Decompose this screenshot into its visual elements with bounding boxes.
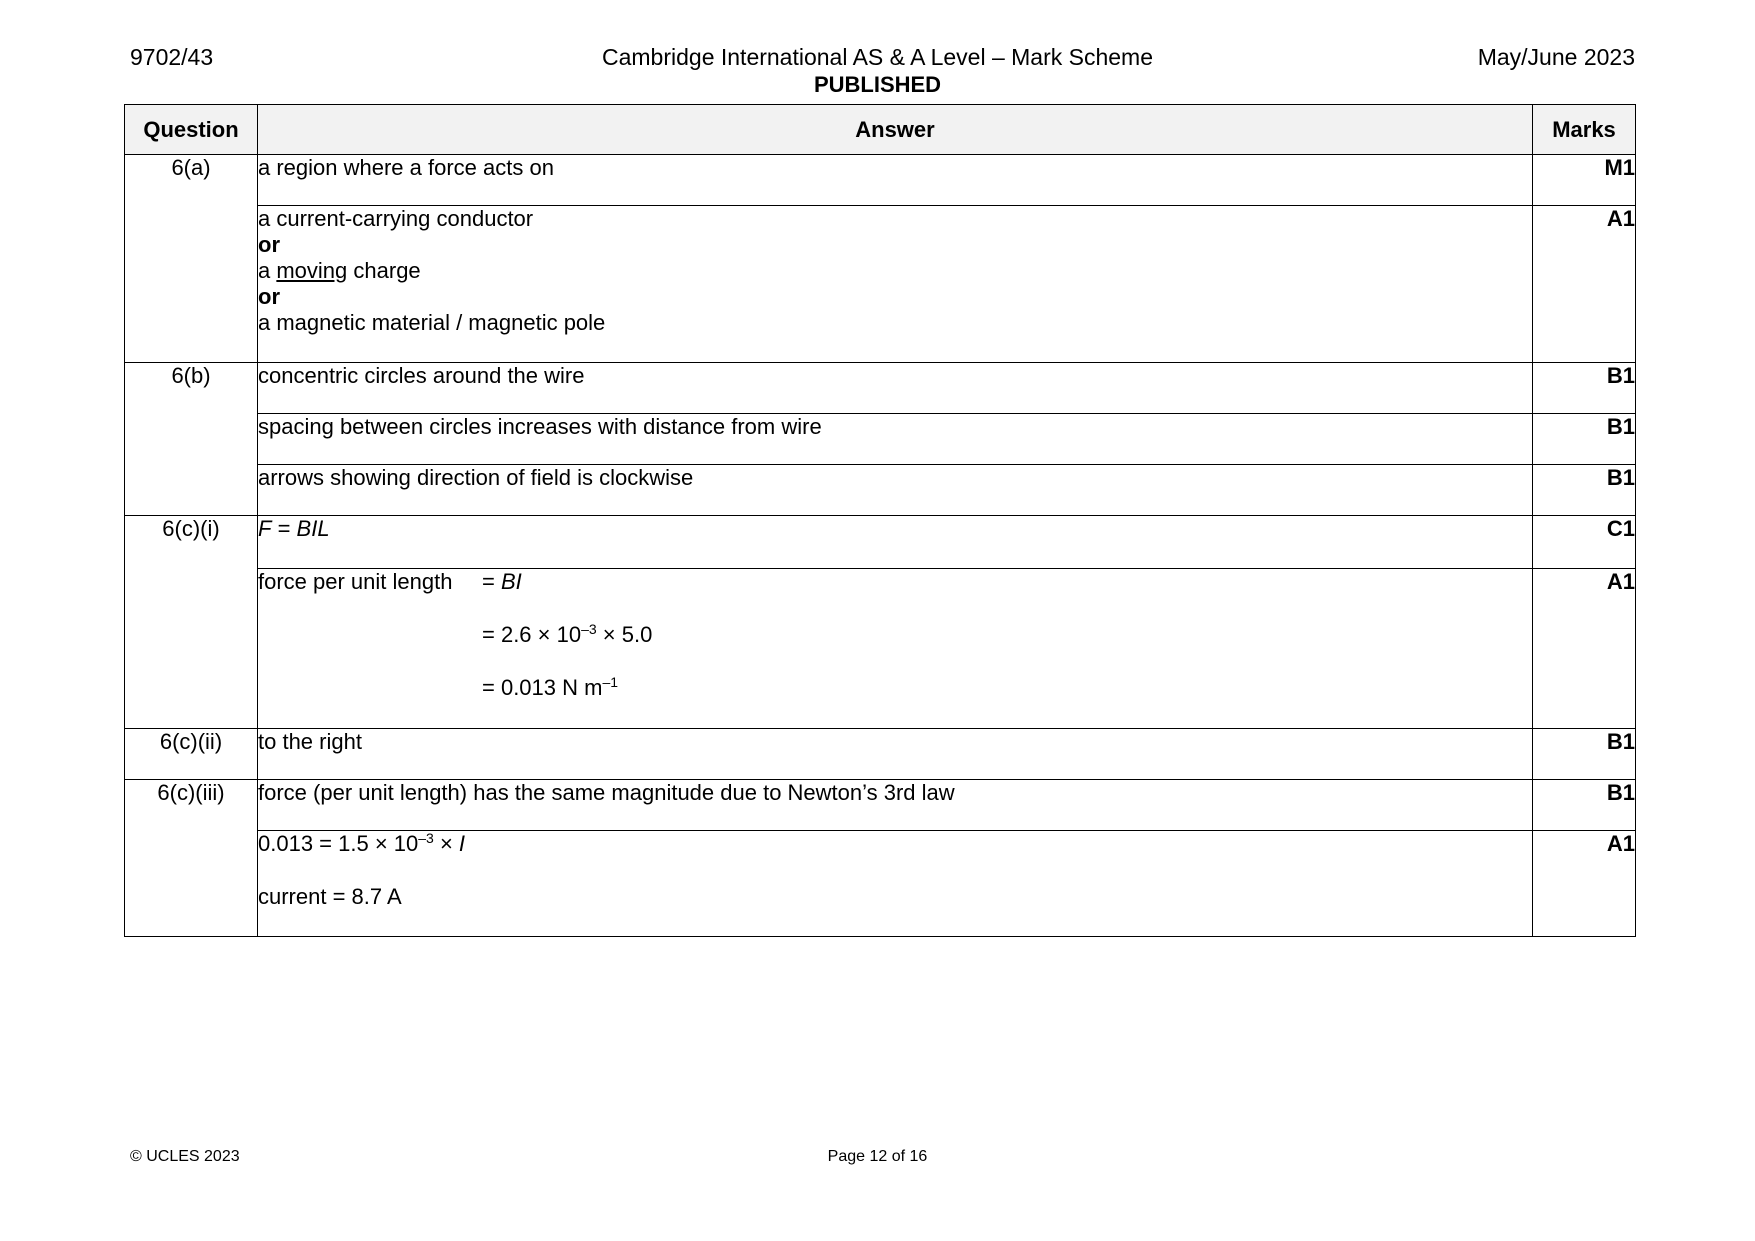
copyright-notice: © UCLES 2023 <box>130 1148 240 1165</box>
mark-scheme-table <box>124 104 1636 937</box>
exponent: –3 <box>581 621 597 637</box>
table-row <box>125 729 1636 780</box>
working-line <box>258 831 1532 857</box>
marks-column-header: Marks <box>1533 105 1636 155</box>
expression-text: × <box>433 831 459 856</box>
answer-cell <box>258 206 1533 363</box>
mark-cell: B1 <box>1533 729 1636 780</box>
answer-text: a <box>258 258 277 283</box>
question-label: 6(b) <box>125 363 258 516</box>
exponent: –1 <box>602 674 619 690</box>
answer-cell: a region where a force acts on <box>258 155 1533 206</box>
table-row <box>125 516 1636 569</box>
working-result <box>482 675 618 701</box>
exam-code: 9702/43 <box>130 44 214 70</box>
working-result: current = 8.7 A <box>258 884 402 909</box>
expression-text: 0.013 = 1.5 × 10 <box>258 831 419 856</box>
answer-cell: force (per unit length) has the same magnitude due to Newton’s 3rd law <box>258 780 1533 831</box>
document-title: Cambridge International AS & A Level – Mark Scheme <box>601 44 1154 70</box>
table-header-row <box>125 105 1636 155</box>
answer-cell <box>258 831 1533 937</box>
table-row <box>125 831 1636 937</box>
or-keyword: or <box>258 284 280 309</box>
table-row <box>125 780 1636 831</box>
force-symbol: F <box>258 516 272 541</box>
answer-column-header: Answer <box>258 105 1533 155</box>
answer-line <box>258 258 1532 284</box>
exponent: –3 <box>418 830 434 846</box>
table-row <box>125 155 1636 206</box>
equals-sign: = <box>271 516 297 541</box>
table-row <box>125 465 1636 516</box>
table-row <box>125 414 1636 465</box>
expression-text: = 0.013 N m <box>482 675 603 700</box>
working-spacer <box>258 675 482 701</box>
exam-session: May/June 2023 <box>1477 44 1635 70</box>
working-expression <box>482 622 652 675</box>
mark-cell: A1 <box>1533 206 1636 363</box>
answer-cell <box>258 516 1533 569</box>
table-row <box>125 206 1636 363</box>
question-label: 6(a) <box>125 155 258 363</box>
question-column-header: Question <box>125 105 258 155</box>
working-label: force per unit length <box>258 569 453 594</box>
mark-cell: A1 <box>1533 569 1636 729</box>
answer-line: a magnetic material / magnetic pole <box>258 310 606 335</box>
answer-cell <box>258 569 1533 729</box>
mark-cell: B1 <box>1533 363 1636 414</box>
answer-cell: spacing between circles increases with distance from wire <box>258 414 1533 465</box>
working-line <box>258 569 1532 622</box>
table-row <box>125 363 1636 414</box>
published-label: PUBLISHED <box>813 72 942 97</box>
answer-line: a current-carrying conductor <box>258 206 534 231</box>
mark-cell: C1 <box>1533 516 1636 569</box>
current-symbol: I <box>458 831 466 856</box>
mark-cell: A1 <box>1533 831 1636 937</box>
expression-text: = 2.6 × 10 <box>482 622 582 647</box>
formula-bi: BI <box>500 569 522 594</box>
question-label: 6(c)(i) <box>125 516 258 729</box>
working-spacer <box>258 622 482 675</box>
question-label: 6(c)(ii) <box>125 729 258 780</box>
working-expression <box>482 569 522 622</box>
underlined-keyword: moving <box>276 258 348 283</box>
expression-text: × 5.0 <box>596 622 653 647</box>
answer-cell: to the right <box>258 729 1533 780</box>
question-label: 6(c)(iii) <box>125 780 258 937</box>
mark-cell: B1 <box>1533 465 1636 516</box>
page-number: Page 12 of 16 <box>827 1148 928 1165</box>
formula-bil: BIL <box>296 516 330 541</box>
answer-cell: concentric circles around the wire <box>258 363 1533 414</box>
table-row <box>125 569 1636 729</box>
answer-text: charge <box>347 258 421 283</box>
working-line <box>258 675 1532 701</box>
working-line <box>258 622 1532 675</box>
mark-cell: B1 <box>1533 414 1636 465</box>
mark-cell: B1 <box>1533 780 1636 831</box>
or-keyword: or <box>258 232 280 257</box>
mark-cell: M1 <box>1533 155 1636 206</box>
equals-sign: = <box>482 569 501 594</box>
answer-cell: arrows showing direction of field is clockwise <box>258 465 1533 516</box>
